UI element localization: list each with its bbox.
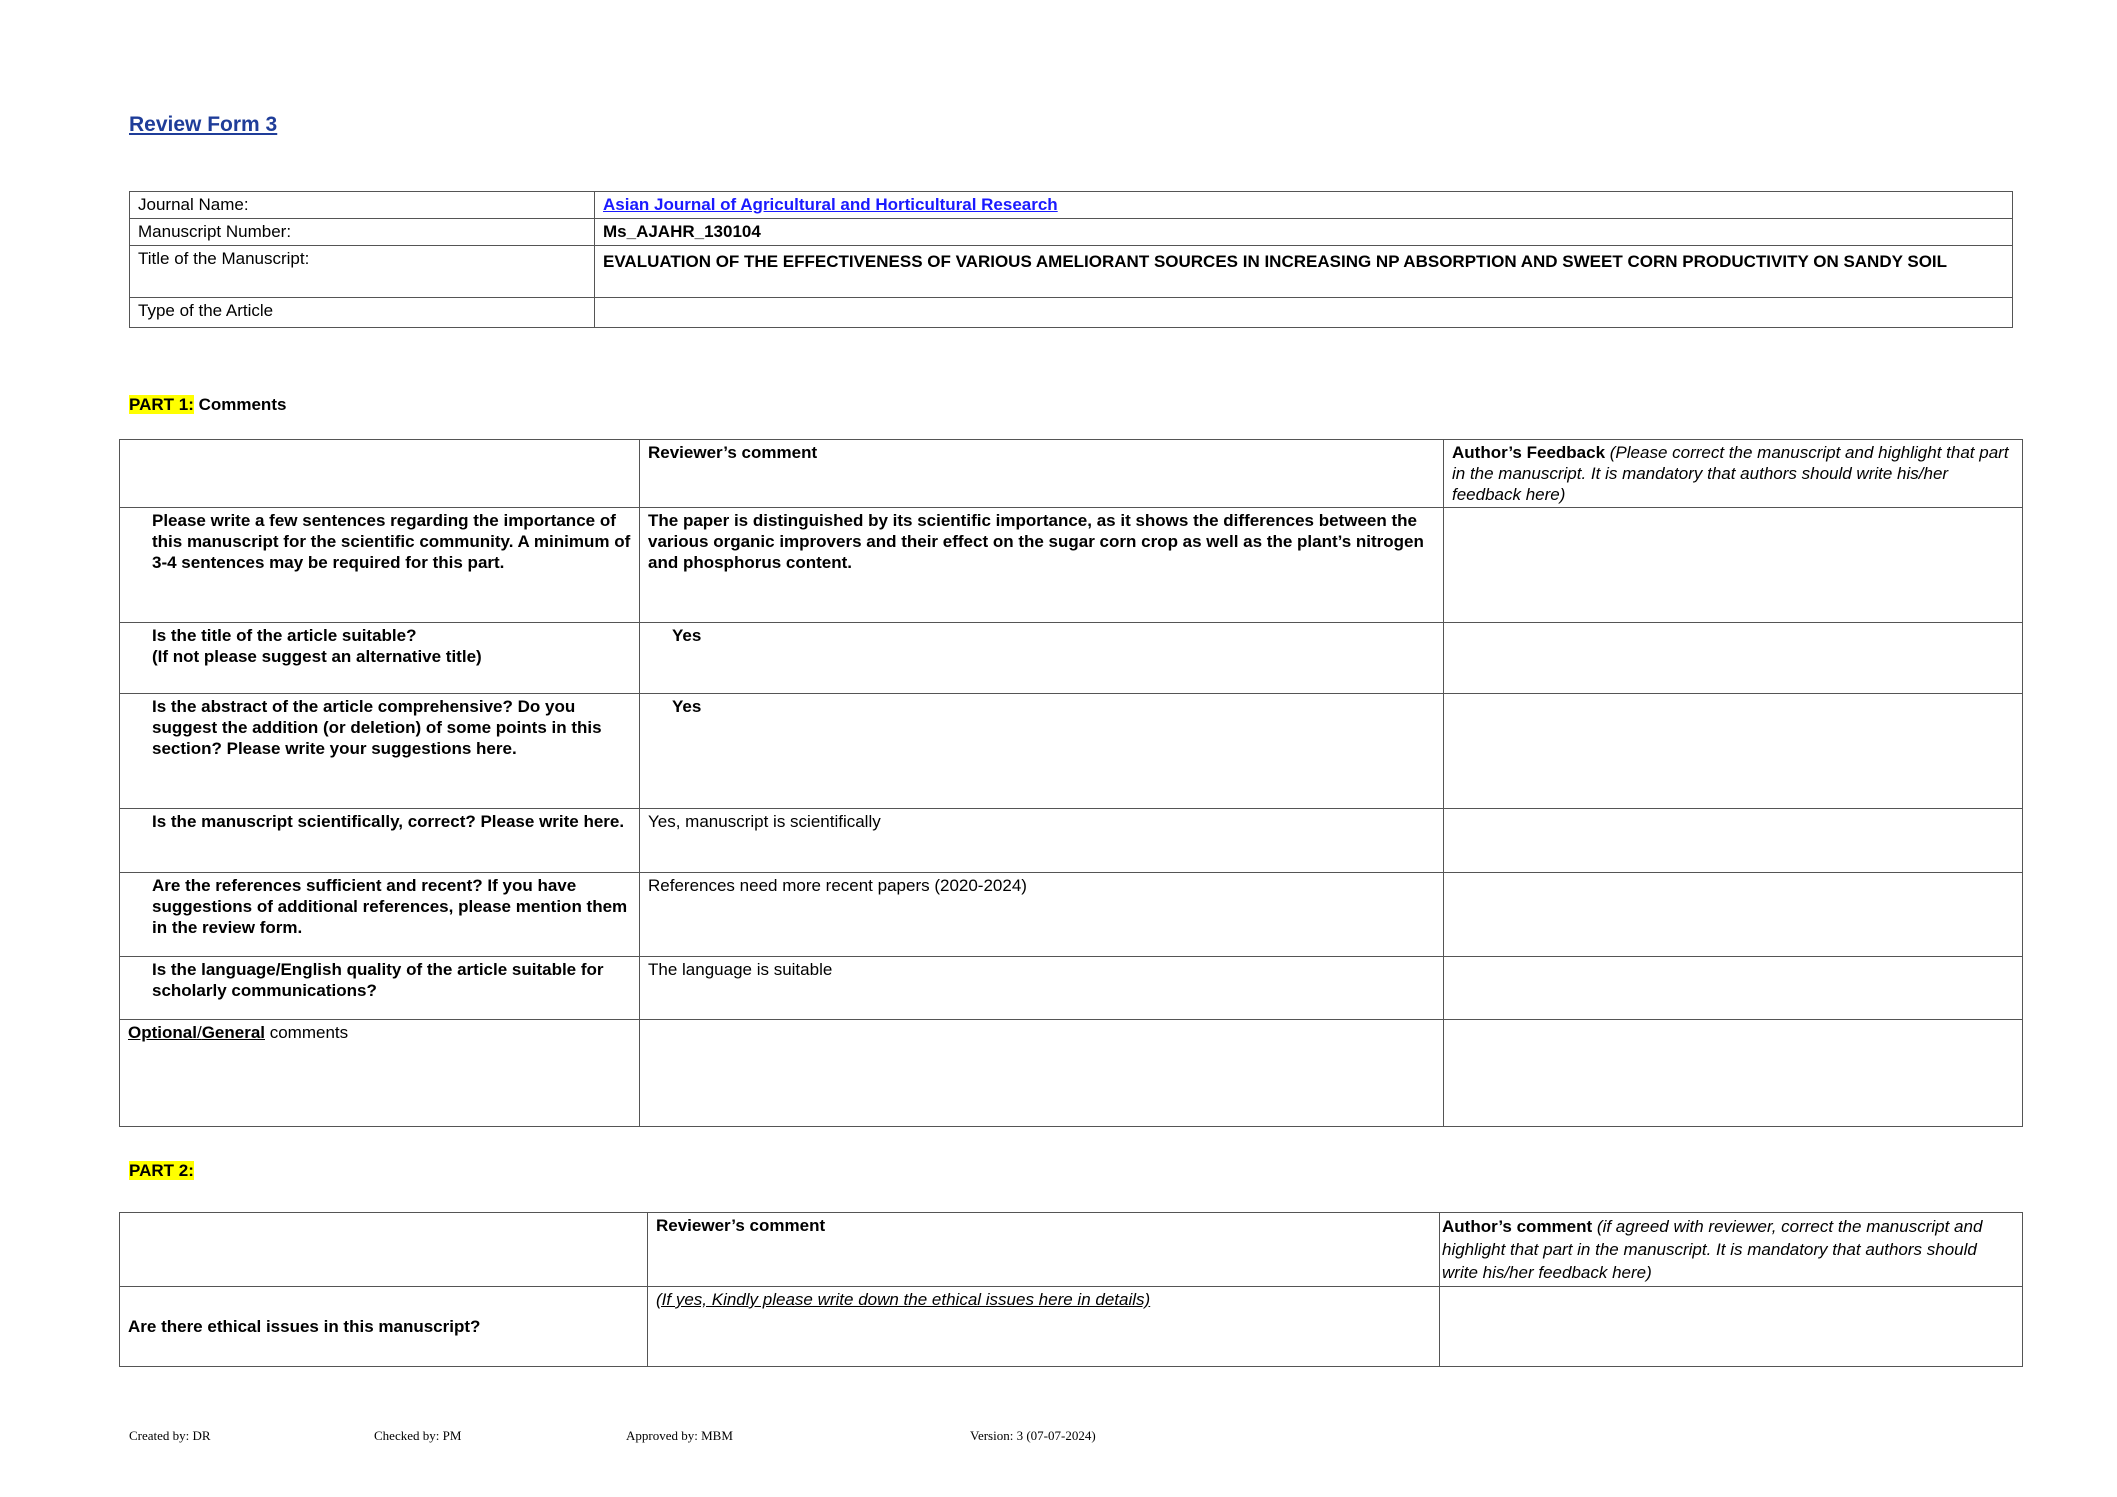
title-value: EVALUATION OF THE EFFECTIVENESS OF VARIOUS AMELIORANT SOURCES IN INCREASING NP ABSORPTION AND SWEET CORN PRODUCTIVITY ON SANDY SOIL bbox=[595, 246, 2013, 298]
author-comment-italic: (if agreed with reviewer, correct the manuscript and highlight that part in the manuscript. It is mandatory that authors should write his/her feedback here) bbox=[1442, 1217, 1983, 1282]
author-feedback-abstract[interactable] bbox=[1444, 694, 2023, 809]
part1-header-empty bbox=[120, 440, 640, 508]
table-row bbox=[120, 508, 2023, 623]
part2-table bbox=[119, 1212, 2023, 1367]
part2-header-author bbox=[1440, 1213, 2023, 1287]
reviewer-comment-title[interactable]: Yes bbox=[640, 623, 1444, 694]
footer-checked: Checked by: PM bbox=[374, 1428, 462, 1443]
reviewer-comment-abstract[interactable]: Yes bbox=[640, 694, 1444, 809]
optional-comments-label bbox=[120, 1020, 640, 1127]
author-comment-bold: Author’s comment bbox=[1442, 1217, 1593, 1236]
table-row bbox=[120, 809, 2023, 873]
type-value bbox=[595, 298, 2013, 328]
table-row bbox=[120, 623, 2023, 694]
reviewer-comment-optional[interactable] bbox=[640, 1020, 1444, 1127]
reviewer-comment-language[interactable]: The language is suitable bbox=[640, 957, 1444, 1020]
manuscript-value: Ms_AJAHR_130104 bbox=[595, 219, 2013, 246]
author-comment-ethical[interactable] bbox=[1440, 1287, 2023, 1367]
author-feedback-title[interactable] bbox=[1444, 623, 2023, 694]
table-row bbox=[120, 1287, 2023, 1367]
question-title-line1: Is the title of the article suitable? bbox=[152, 626, 417, 645]
part2-heading bbox=[129, 1161, 194, 1181]
part1-header-reviewer: Reviewer’s comment bbox=[640, 440, 1444, 508]
general-word: General bbox=[201, 1023, 265, 1042]
journal-link[interactable]: Asian Journal of Agricultural and Horticultural Research bbox=[603, 195, 1058, 214]
question-scientific: Is the manuscript scientifically, correct? Please write here. bbox=[120, 809, 640, 873]
question-abstract: Is the abstract of the article comprehensive? Do you suggest the addition (or deletion) of some points in this section? Please write your suggestions here. bbox=[120, 694, 640, 809]
author-feedback-optional[interactable] bbox=[1444, 1020, 2023, 1127]
author-feedback-references[interactable] bbox=[1444, 873, 2023, 957]
part1-suffix: Comments bbox=[193, 395, 287, 414]
footer-approved: Approved by: MBM bbox=[626, 1428, 733, 1443]
table-row bbox=[120, 1020, 2023, 1127]
author-feedback-importance[interactable] bbox=[1444, 508, 2023, 623]
type-label: Type of the Article bbox=[130, 298, 595, 328]
form-title[interactable]: Review Form 3 bbox=[129, 113, 278, 136]
part1-header-author bbox=[1444, 440, 2023, 508]
part1-label: PART 1: bbox=[129, 395, 194, 414]
question-references: Are the references sufficient and recent? If you have suggestions of additional references, please mention them in the review form. bbox=[120, 873, 640, 957]
info-table bbox=[129, 191, 2013, 328]
question-title-line2: (If not please suggest an alternative title) bbox=[152, 647, 482, 666]
reviewer-comment-references[interactable]: References need more recent papers (2020-2024) bbox=[640, 873, 1444, 957]
journal-value[interactable] bbox=[595, 192, 2013, 219]
question-title bbox=[120, 623, 640, 694]
optional-word: Optional bbox=[128, 1023, 197, 1042]
table-row bbox=[120, 957, 2023, 1020]
footer-created: Created by: DR bbox=[129, 1428, 211, 1443]
journal-label: Journal Name: bbox=[130, 192, 595, 219]
question-importance: Please write a few sentences regarding the importance of this manuscript for the scientific community. A minimum of 3-4 sentences may be required for this part. bbox=[120, 508, 640, 623]
question-language: Is the language/English quality of the article suitable for scholarly communications? bbox=[120, 957, 640, 1020]
optional-slash: / bbox=[196, 1023, 202, 1042]
manuscript-label: Manuscript Number: bbox=[130, 219, 595, 246]
table-row bbox=[120, 873, 2023, 957]
part2-header-reviewer: Reviewer’s comment bbox=[648, 1213, 1440, 1287]
author-feedback-bold: Author’s Feedback bbox=[1452, 443, 1606, 462]
author-feedback-scientific[interactable] bbox=[1444, 809, 2023, 873]
part2-label: PART 2: bbox=[129, 1161, 194, 1180]
part1-heading bbox=[129, 395, 286, 415]
table-row bbox=[120, 694, 2023, 809]
part2-header-empty bbox=[120, 1213, 648, 1287]
comments-word: comments bbox=[265, 1023, 349, 1042]
author-feedback-italic: (Please correct the manuscript and highlight that part in the manuscript. It is mandatory that authors should write his/her feedback here) bbox=[1452, 443, 2009, 504]
part1-table bbox=[119, 439, 2023, 1127]
reviewer-comment-ethical[interactable]: (If yes, Kindly please write down the ethical issues here in details) bbox=[648, 1287, 1440, 1367]
title-label: Title of the Manuscript: bbox=[130, 246, 595, 298]
reviewer-comment-importance[interactable]: The paper is distinguished by its scientific importance, as it shows the differences between the various organic improvers and their effect on the sugar corn crop as well as the plant’s nitrogen and phosphorus content. bbox=[640, 508, 1444, 623]
footer-version: Version: 3 (07-07-2024) bbox=[970, 1428, 1096, 1443]
author-feedback-language[interactable] bbox=[1444, 957, 2023, 1020]
question-ethical: Are there ethical issues in this manuscript? bbox=[120, 1287, 648, 1367]
reviewer-comment-scientific[interactable]: Yes, manuscript is scientifically bbox=[640, 809, 1444, 873]
